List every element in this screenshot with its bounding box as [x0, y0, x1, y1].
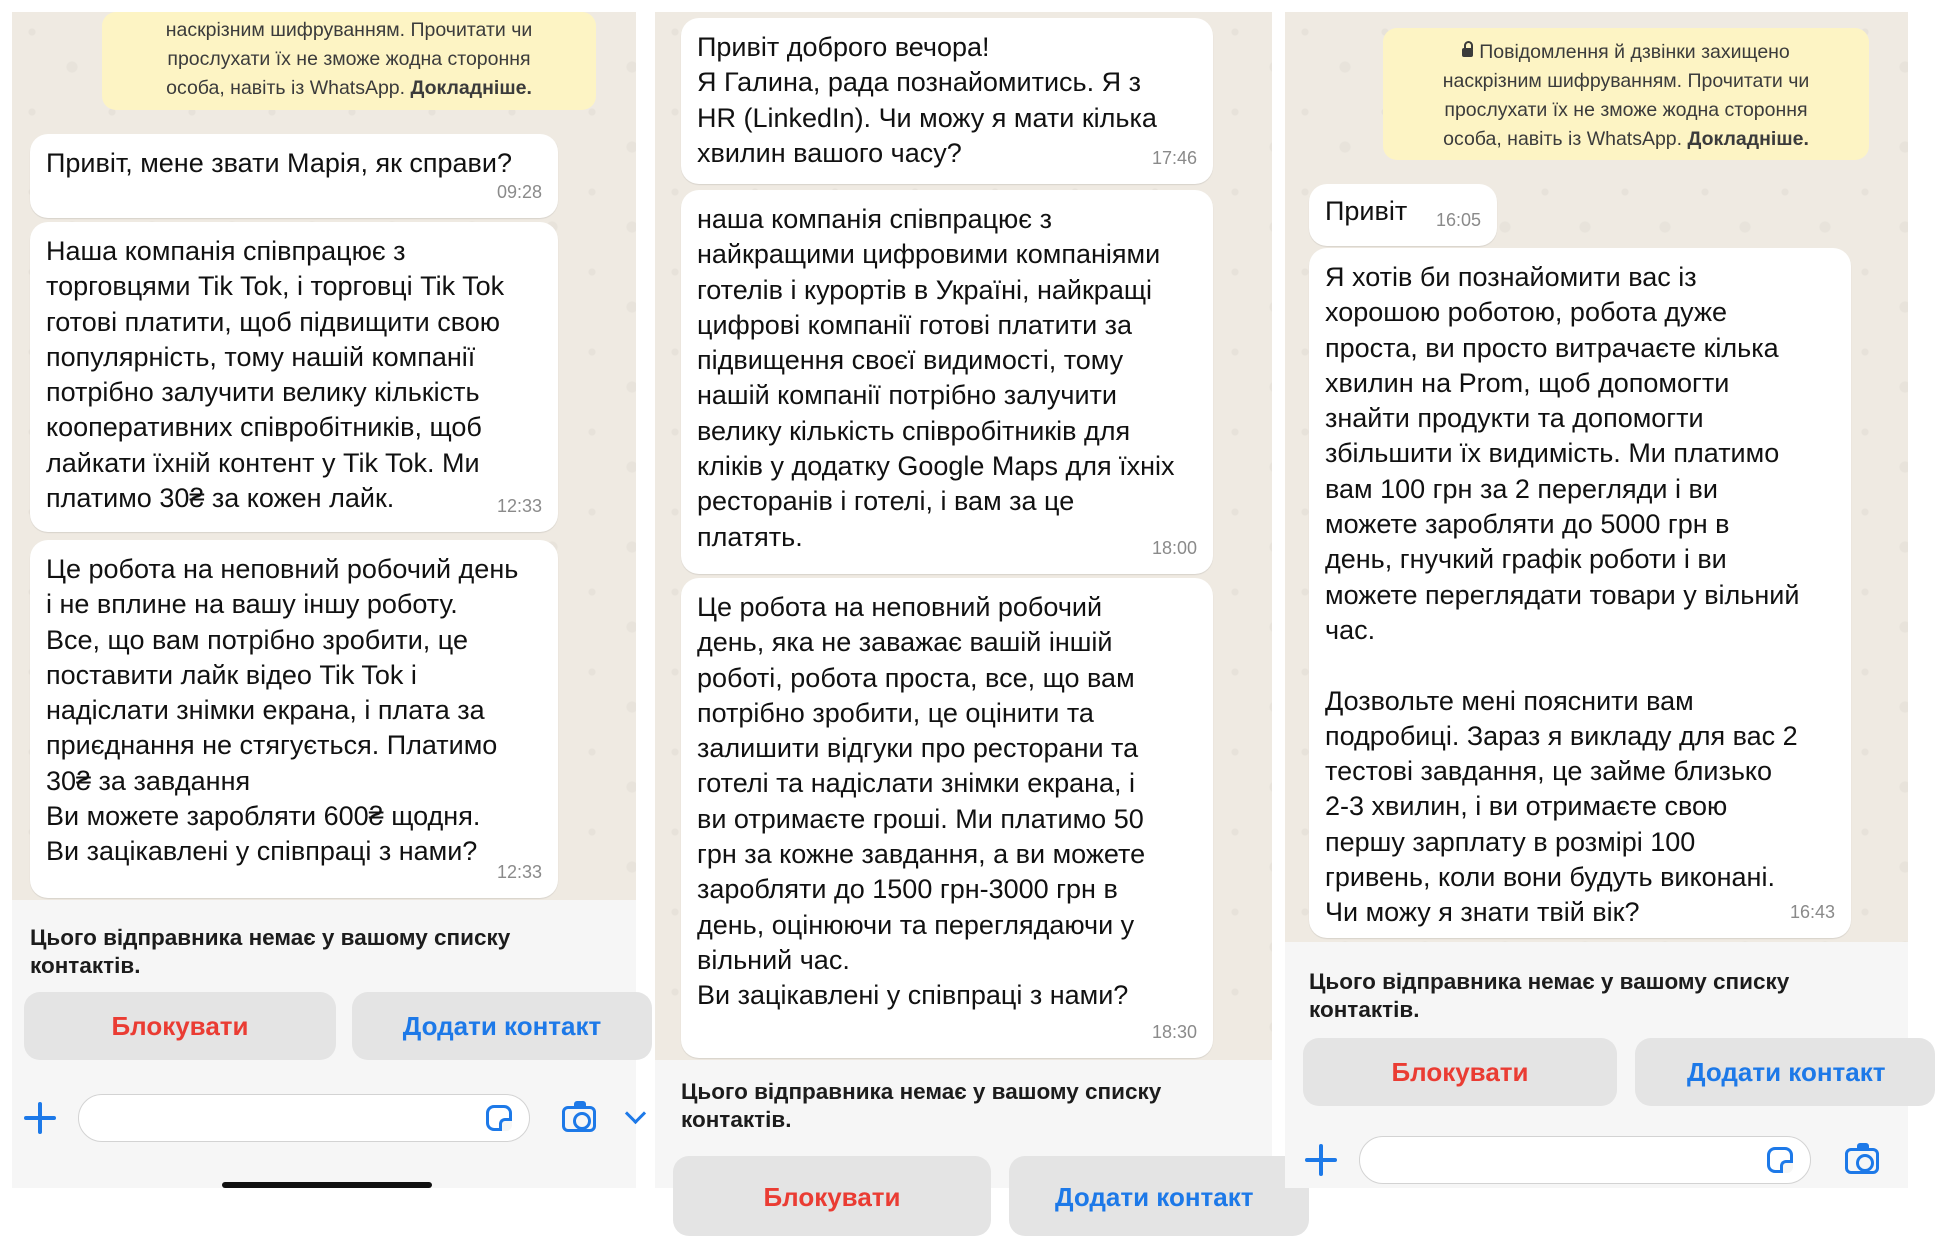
sticker-icon[interactable] [1767, 1147, 1793, 1173]
sticker-icon[interactable] [486, 1105, 512, 1131]
plus-icon[interactable] [24, 1102, 56, 1134]
message-composer [1285, 1118, 1908, 1208]
message-bubble [30, 134, 558, 218]
message-bubble [1309, 184, 1497, 246]
message-text: наша компанія співпрацює з найкращими цифровими компаніями готелів і курортів в Україні, найкращі цифрові компанії готові платити за підвищення своєї видимості, тому нашій компанії потрібно залучити велику кількість співробітників для кліків у додатку Google Maps для їхніх ресторанів і готелі, і вам за це платять. [697, 204, 1175, 552]
encryption-line: особа, навіть із WhatsApp. [1443, 128, 1683, 150]
encryption-line: наскрізним шифруванням. Прочитати чи [165, 19, 533, 41]
message-bubble [681, 18, 1213, 184]
message-text: Я хотів би познайомити вас із хорошою роботою, робота дуже проста, ви просто витрачаєте кілька хвилин на Prom, щоб допомогти знайти продукти та допомогти збільшити їх видимість. Ми платимо вам 100 грн за 2 перегляди і ви можете заробляти до 5000 грн в день, гнучкий графік роботи і ви можете переглядати товари у вільний час. Дозвольте мені пояснити вам подробиці. Зараз я викладу для вас 2 тестові завдання, це займе близько 2-3 хвилин, і ви отримаєте свою першу зарплату в розмірі 100 гривень, коли вони будуть виконані. Чи можу я знати твій вік? [1325, 262, 1800, 928]
block-button[interactable]: Блокувати [673, 1156, 991, 1236]
message-time: 12:33 [496, 861, 542, 882]
message-bubble [30, 222, 558, 532]
lock-icon [1462, 48, 1473, 57]
message-time: 09:28 [496, 181, 542, 202]
message-bubble [30, 540, 558, 898]
not-in-contacts-notice: Цього відправника немає у вашому списку контактів. [1309, 969, 1790, 1022]
encryption-line: наскрізним шифруванням. Прочитати чи [1442, 70, 1810, 92]
message-text: Привіт доброго вечора! Я Галина, рада познайомитись. Я з HR (LinkedIn). Чи можу я мати кілька хвилин вашого часу? [697, 32, 1157, 168]
message-bubble [1309, 248, 1851, 938]
message-bubble [681, 578, 1213, 1058]
unknown-sender-footer [1285, 942, 1908, 1188]
message-time: 16:05 [1435, 209, 1481, 230]
message-bubble [681, 190, 1213, 574]
camera-icon[interactable] [562, 1106, 596, 1132]
block-button[interactable]: Блокувати [24, 992, 336, 1060]
message-text: Це робота на неповний робочий день, яка не заважає вашій іншій роботі, робота проста, все, що вам потрібно зробити, це оцінити та залишити відгуки про ресторани та готелі та надіслати знімки екрана, і ви отримаєте гроші. Ми платимо 50 грн за кожне завдання, а ви можете заробляти до 1500 грн-3000 грн в день, оцінюючи та переглядаючи у вільний час. Ви зацікавлені у співпраці з нами? [697, 592, 1146, 1011]
message-time: 17:46 [1151, 147, 1197, 168]
encryption-line: Повідомлення й дзвінки захищено [1479, 41, 1790, 63]
chat-screenshot-1 [12, 12, 636, 1188]
chat-screenshot-3 [1285, 12, 1908, 1188]
message-time: 18:00 [1151, 537, 1197, 558]
not-in-contacts-notice: Цього відправника немає у вашому списку контактів. [681, 1079, 1162, 1132]
encryption-line: особа, навіть із WhatsApp. [166, 77, 406, 99]
plus-icon[interactable] [1305, 1144, 1337, 1176]
message-time: 12:33 [496, 495, 542, 516]
camera-icon[interactable] [1845, 1148, 1879, 1174]
add-contact-button[interactable]: Додати контакт [352, 992, 652, 1060]
unknown-sender-footer [655, 1060, 1272, 1212]
chevron-icon[interactable] [625, 1103, 646, 1124]
learn-more-link[interactable]: Докладніше. [1687, 128, 1809, 150]
home-indicator [222, 1182, 432, 1188]
not-in-contacts-notice: Цього відправника немає у вашому списку контактів. [30, 925, 511, 978]
encryption-line: прослухати їх не зможе жодна стороння [1444, 99, 1808, 121]
message-text: Привіт, мене звати Марія, як справи? [46, 148, 513, 178]
learn-more-link[interactable]: Докладніше. [410, 77, 532, 99]
block-button[interactable]: Блокувати [1303, 1038, 1617, 1106]
message-time: 16:43 [1789, 901, 1835, 922]
encryption-line: прослухати їх не зможе жодна стороння [167, 48, 531, 70]
encryption-notice [1383, 28, 1869, 160]
add-contact-button[interactable]: Додати контакт [1635, 1038, 1935, 1106]
add-contact-button[interactable]: Додати контакт [1009, 1156, 1309, 1236]
message-input[interactable] [78, 1094, 530, 1142]
message-composer [12, 1076, 636, 1166]
message-text: Це робота на неповний робочий день і не вплине на вашу іншу роботу. Все, що вам потрібно зробити, це поставити лайк відео Tik Tok і надіслати знімки екрана, і плата за приєднання не стягується. Платимо 30₴ за завдання Ви можете заробляти 600₴ щодня. Ви зацікавлені у співпраці з нами? [46, 554, 519, 867]
message-text: Привіт [1325, 196, 1408, 226]
message-time: 18:30 [1151, 1021, 1197, 1042]
encryption-notice [102, 12, 596, 110]
message-input[interactable] [1359, 1136, 1811, 1184]
message-text: Наша компанія співпрацює з торговцями Tik Tok, і торговці Tik Tok готові платити, щоб підвищити свою популярність, тому нашій компанії потрібно залучити велику кількість кооперативних співробітників, щоб лайкати їхній контент у Tik Tok. Ми платимо 30₴ за кожен лайк. [46, 236, 505, 514]
chat-screenshot-2 [655, 12, 1272, 1212]
unknown-sender-footer [12, 900, 636, 1188]
